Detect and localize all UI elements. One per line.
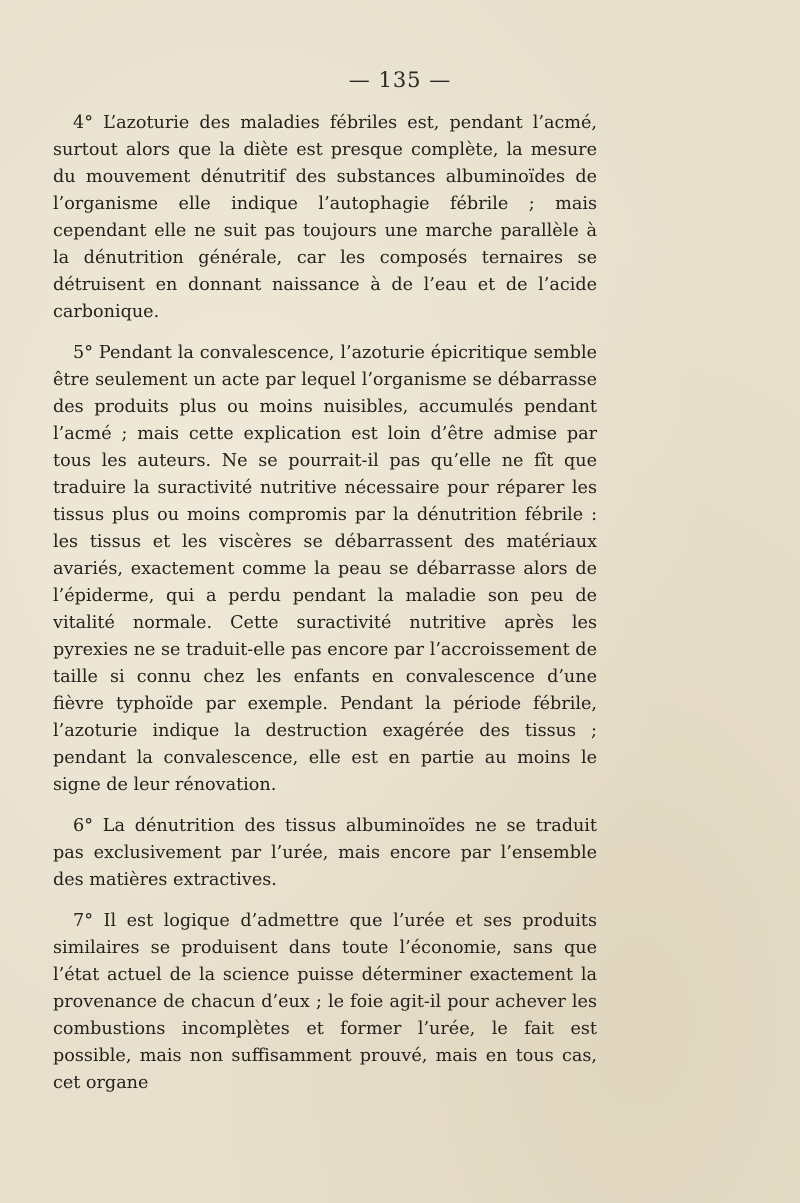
paragraph-6: 6° La dénutrition des tissus albuminoïdes ne se traduit pas exclusivement par l’urée, mais encore par l’ensemble des matières extractives. [53, 816, 597, 890]
page-number: — 135 — [348, 68, 452, 92]
paragraph-7: 7° Il est logique d’admettre que l’urée et ses produits similaires se produisent dans toute l’économie, sans que l’état actuel de la science puisse déterminer exactement la provenance de chacun d’eux ; le foie agit-il pour achever les combustions incomplètes et former l’urée, le fait est possible, mais non suffisamment prouvé, mais en tous cas, cet organe [53, 911, 597, 1093]
paragraph-5: 5° Pendant la convalescence, l’azoturie épicritique semble être seulement un acte par lequel l’organisme se débarrasse des produits plus ou moins nuisibles, accumulés pendant l’acmé ; mais cette explication est loin d’être admise par tous les auteurs. Ne se pourrait-il pas qu’elle ne fît que traduire la suractivité nutritive nécessaire pour réparer les tissus plus ou moins compromis par la dénutrition fébrile : les tissus et les viscères se débarrassent des matériaux avariés, exactement comme la peau se débarrasse alors de l’épiderme, qui a perdu pendant la maladie son peu de vitalité normale. Cette suractivité nutritive après les pyrexies ne se traduit-elle pas encore par l’accroissement de taille si connu chez les enfants en convalescence d’une fièvre typhoïde par exemple. Pendant la période fébrile, l’azoturie indique la destruction exagérée des tissus ; pendant la convalescence, elle est en partie au moins le signe de leur rénovation. [53, 343, 597, 795]
paragraph-4: 4° L’azoturie des maladies fébriles est, pendant l’acmé, surtout alors que la diète est presque complète, la mesure du mouvement dénutritif des substances albuminoïdes de l’organisme elle indique l’autophagie fébrile ; mais cependant elle ne suit pas toujours une marche parallèle à la dénutrition générale, car les composés ternaires se détruisent en donnant naissance à de l’eau et de l’acide carbonique. [53, 113, 597, 322]
page-body [53, 110, 597, 1111]
